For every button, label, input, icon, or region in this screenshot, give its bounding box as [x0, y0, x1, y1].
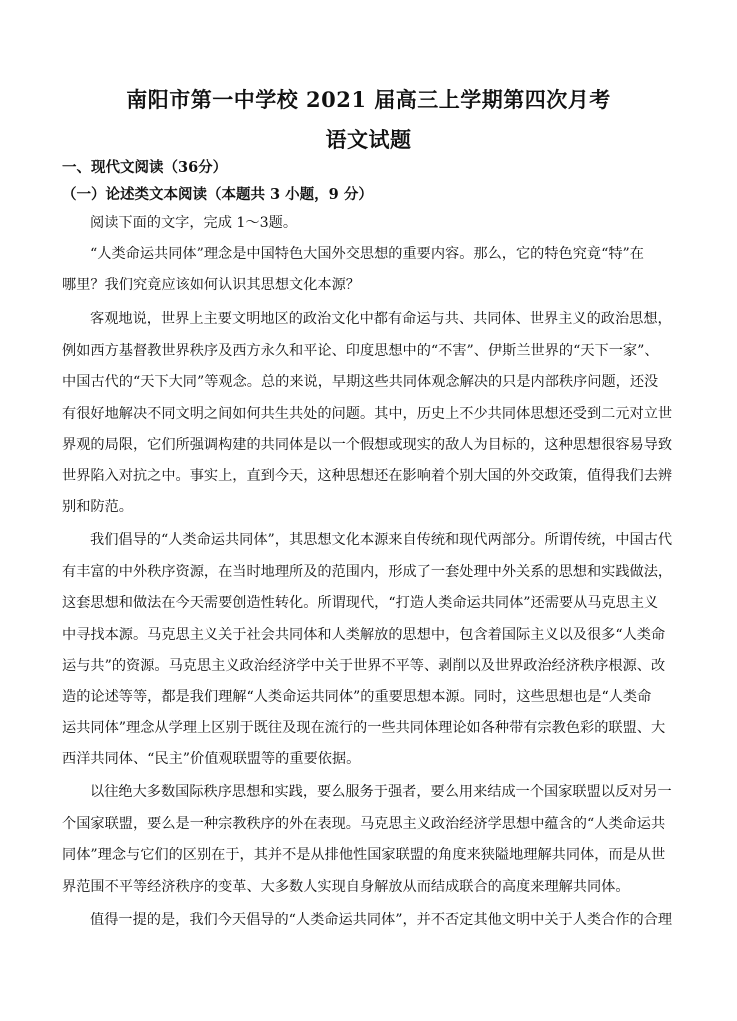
- paragraph-line: 哪里？我们究竟应该如何认识其思想文化本源？: [62, 277, 360, 293]
- paragraph-line: 同体”理念与它们的区别在于，其并不是从排他性国家联盟的角度来狭隘地理解共同体，而是从世: [62, 847, 666, 863]
- exam-subtitle: 语文试题: [325, 127, 412, 152]
- paragraph-line: 值得一提的是，我们今天倡导的“人类命运共同体”，并不否定其他文明中关于人类合作的合理: [90, 912, 673, 928]
- paragraph-line: 有很好地解决不同文明之间如何共生共处的问题。其中，历史上不少共同体思想还受到二元对立世: [62, 406, 673, 422]
- paragraph-line: 客观地说，世界上主要文明地区的政治文化中都有命运与共、共同体、世界主义的政治思想，: [90, 311, 672, 327]
- paragraph-line: “人类命运共同体”理念是中国特色大国外交思想的重要内容。那么，它的特色究竟“特”在: [90, 246, 644, 262]
- instruction-line: 阅读下面的文字，完成 1～3题。: [90, 215, 298, 231]
- paragraph-line: 个国家联盟，要么是一种宗教秩序的外在表现。马克思主义政治经济学思想中蕴含的“人类命运共: [62, 816, 666, 832]
- paragraph-line: 中寻找本源。马克思主义关于社会共同体和人类解放的思想中，包含着国际主义以及很多“人类命: [62, 627, 666, 643]
- subsection-heading: （一）论述类文本阅读（本题共 3 小题，9 分）: [62, 186, 373, 203]
- paragraph-line: 例如西方基督教世界秩序及西方永久和平论、印度思想中的“不害”、伊斯兰世界的“天下一家”、: [62, 343, 659, 359]
- exam-title: 南阳市第一中学校 2021 届高三上学期第四次月考: [126, 87, 611, 112]
- paragraph-line: 我们倡导的“人类命运共同体”，其思想文化本源来自传统和现代两部分。所谓传统，中国古代: [90, 532, 673, 548]
- paragraph-line: 以往绝大多数国际秩序思想和实践，要么服务于强者，要么用来结成一个国家联盟以反对另一: [90, 784, 672, 800]
- section-heading: 一、现代文阅读（36分）: [62, 159, 228, 176]
- paragraph-line: 别和防范。: [62, 499, 133, 515]
- paragraph-line: 运共同体”理念从学理上区别于既往及现在流行的一些共同体理论如各种带有宗教色彩的联盟、大: [62, 720, 666, 736]
- paragraph-line: 这套思想和做法在今天需要创造性转化。所谓现代，“打造人类命运共同体”还需要从马克思主义: [62, 595, 659, 611]
- paragraph-line: 界观的局限，它们所强调构建的共同体是以一个假想或现实的敌人为目标的，这种思想很容易导致: [62, 437, 673, 453]
- paragraph-line: 界范围不平等经济秩序的变革、大多数人实现自身解放从而结成联合的高度来理解共同体。: [62, 879, 630, 895]
- paragraph-line: 世界陷入对抗之中。事实上，直到今天，这种思想还在影响着个别大国的外交政策，值得我们去辨: [62, 468, 673, 484]
- paragraph-line: 西洋共同体、“民主”价值观联盟等的重要依据。: [62, 751, 361, 767]
- paragraph-line: 造的论述等等，都是我们理解“人类命运共同体”的重要思想本源。同时，这些思想也是“人类命: [62, 689, 652, 705]
- paragraph-line: 有丰富的中外秩序资源，在当时地理所及的范围内，形成了一套处理中外关系的思想和实践做法，: [62, 564, 673, 580]
- paragraph-line: 中国古代的“天下大同”等观念。总的来说，早期这些共同体观念解决的只是内部秩序问题，还没: [62, 374, 659, 390]
- paragraph-line: 运与共”的资源。马克思主义政治经济学中关于世界不平等、剥削以及世界政治经济秩序根源、改: [62, 658, 666, 674]
